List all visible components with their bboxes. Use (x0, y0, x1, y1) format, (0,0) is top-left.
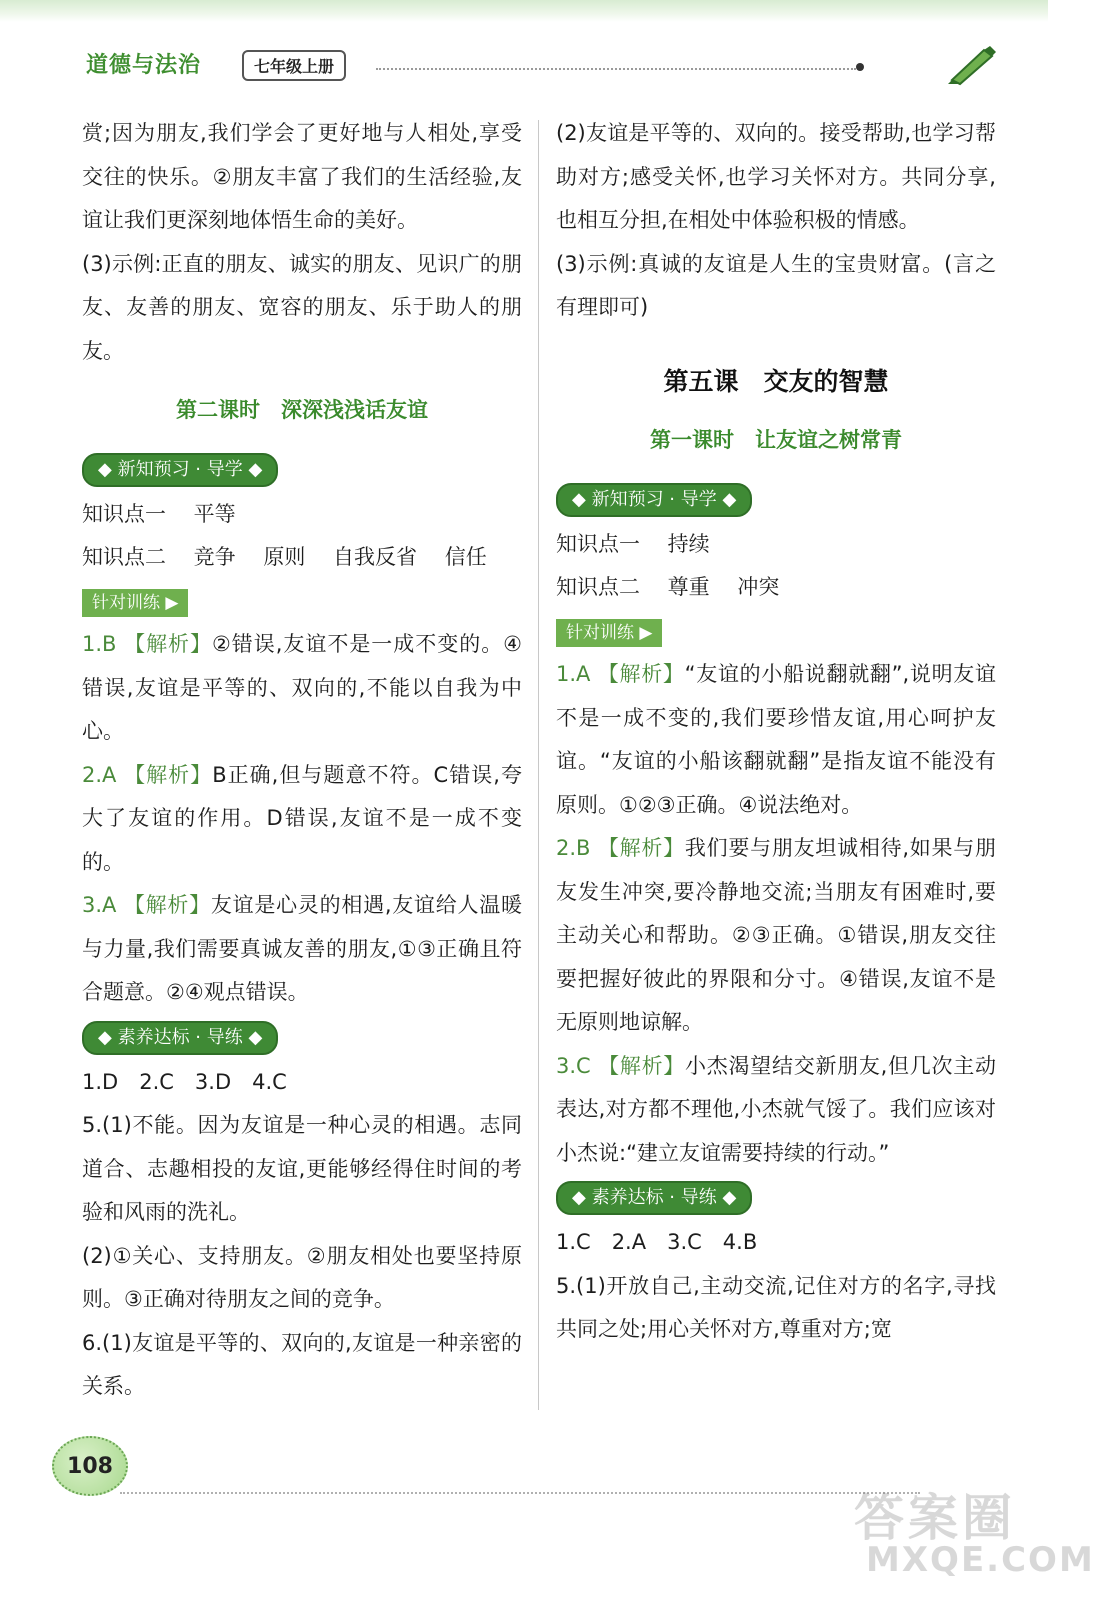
question-body: 我们要与朋友坦诚相待,如果与朋友发生冲突,要冷静地交流;当朋友有困难时,要主动关心和帮助。②③正确。①错误,朋友交往要把握好彼此的界限和分寸。④错误,友谊不是无原则地谅解。 (556, 836, 996, 1034)
pen-icon (944, 44, 1000, 84)
left-column (82, 112, 522, 1409)
top-band (0, 0, 1048, 22)
column-divider (538, 120, 539, 1410)
subject-title: 道德与法治 (86, 53, 202, 78)
answer-list: 1.C 2.A 3.C 4.B (556, 1230, 758, 1254)
page-number: 108 (52, 1436, 128, 1496)
question-body: 友谊是心灵的相遇,友谊给人温暖与力量,我们需要真诚友善的朋友,①③正确且符合题意。②④观点错误。 (82, 893, 522, 1004)
grade-label: 七年级上册 (242, 50, 346, 81)
section-pill-preview: ◆ 新知预习 · 导学 ◆ (82, 453, 278, 487)
page-header (86, 44, 1006, 88)
right-column (556, 112, 996, 1352)
question-body: ②错误,友谊不是一成不变的。④错误,友谊是平等的、双向的,不能以自我为中心。 (82, 632, 522, 743)
paragraph: (2)友谊是平等的、双向的。接受帮助,也学习帮助对方;感受关怀,也学习关怀对方。共同分享,也相互分担,在相处中体验积极的情感。 (556, 121, 996, 232)
section-title: 第二课时 深深浅浅话友谊 (176, 398, 428, 422)
question-head: 2.B 【解析】 (556, 836, 685, 860)
footer-dotted-line (120, 1492, 920, 1494)
question-6: 6.(1)友谊是平等的、双向的,友谊是一种亲密的关系。 (82, 1330, 522, 1398)
question-5b: (2)①关心、支持朋友。②朋友相处也要坚持原则。③正确对待朋友之间的竞争。 (82, 1243, 522, 1311)
section-title: 第一课时 让友谊之树常青 (650, 428, 902, 452)
question-head: 3.C 【解析】 (556, 1053, 686, 1078)
paragraph: (3)示例:正直的朋友、诚实的朋友、见识广的朋友、友善的朋友、宽容的朋友、乐于助人的朋友。 (82, 251, 522, 363)
question-2 (556, 827, 996, 1045)
header-dot (856, 63, 864, 71)
watermark-logo (840, 1474, 1095, 1594)
training-tag: 针对训练 ▶ (82, 589, 188, 617)
watermark-url: MXQE.COM (866, 1540, 1095, 1580)
training-tag: 针对训练 ▶ (556, 619, 662, 647)
question-head: 1.A 【解析】 (556, 662, 685, 686)
answer-list: 1.D 2.C 3.D 4.C (82, 1069, 287, 1094)
watermark-text: 答案圈 (854, 1489, 1016, 1547)
question-body: 小杰渴望结交新朋友,但几次主动表达,对方都不理他,小杰就气馁了。我们应该对小杰说:“建立友谊需要持续的行动。” (556, 1053, 996, 1165)
question-1 (82, 623, 522, 754)
question-5: 5.(1)开放自己,主动交流,记住对方的名字,寻找共同之处;用心关怀对方,尊重对方;宽 (556, 1273, 996, 1341)
question-3 (82, 884, 522, 1015)
question-5a: 5.(1)不能。因为友谊是一种心灵的相遇。志同道合、志趣相投的友谊,更能够经得住时间的考验和风雨的洗礼。 (82, 1113, 522, 1224)
section-pill-practice: ◆ 素养达标 · 导练 ◆ (556, 1181, 752, 1215)
question-1 (556, 653, 996, 827)
knowledge-point-1: 知识点一 平等 (82, 501, 236, 526)
question-head: 3.A 【解析】 (82, 893, 211, 917)
knowledge-point-2: 知识点二 竞争 原则 自我反省 信任 (82, 545, 487, 569)
section-pill-practice: ◆ 素养达标 · 导练 ◆ (82, 1021, 278, 1055)
question-head: 1.B 【解析】 (82, 632, 212, 656)
question-2 (82, 754, 522, 885)
question-head: 2.A 【解析】 (82, 762, 213, 787)
header-dotted-line (376, 68, 856, 70)
knowledge-point-1: 知识点一 持续 (556, 531, 710, 556)
question-3 (556, 1045, 996, 1176)
paragraph: (3)示例:真诚的友谊是人生的宝贵财富。(言之有理即可) (556, 251, 996, 319)
question-body: “友谊的小船说翻就翻”,说明友谊不是一成不变的,我们要珍惜友谊,用心呵护友谊。“友谊的小船该翻就翻”是指友谊不能没有原则。①②③正确。④说法绝对。 (556, 662, 997, 817)
question-body: B正确,但与题意不符。C错误,夸大了友谊的作用。D错误,友谊不是一成不变的。 (82, 762, 522, 874)
paragraph: 赏;因为朋友,我们学会了更好地与人相处,享受交往的快乐。②朋友丰富了我们的生活经验,友谊让我们更深刻地体悟生命的美好。 (82, 121, 522, 232)
section-pill-preview: ◆ 新知预习 · 导学 ◆ (556, 483, 752, 517)
knowledge-point-2: 知识点二 尊重 冲突 (556, 575, 780, 599)
lesson-title: 第五课 交友的智慧 (663, 366, 889, 396)
